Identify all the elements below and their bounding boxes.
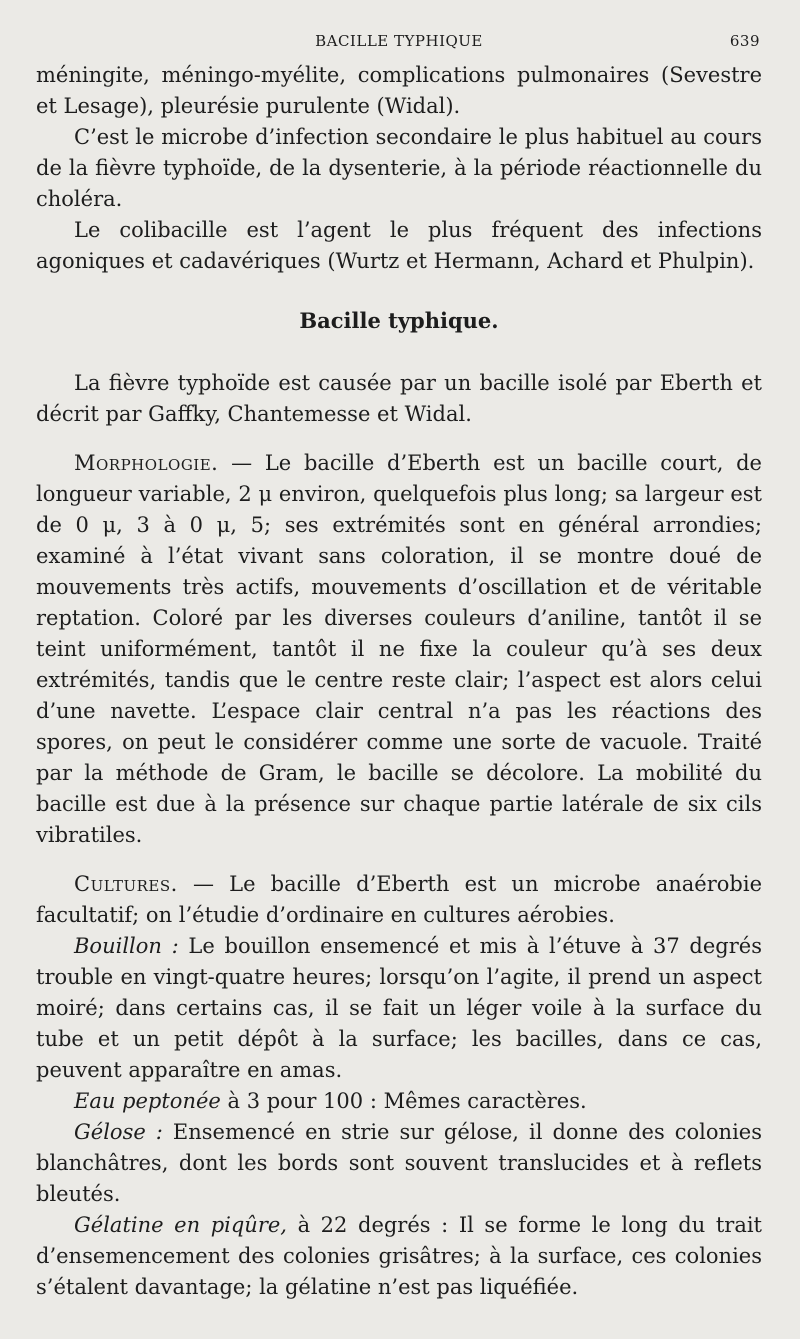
paragraph-text: — Le bacille d’Eberth est un bacille court, de longueur variable, 2 μ environ, quelquefois plus long; sa largeur est de 0 μ, 3 à 0 μ, 5; ses extrémités sont en général arrondies; examiné à l’état vivant sans coloration, il se montre doué de mouvements très actifs, mouvements d’oscillation et de véritable reptation. Coloré par les diverses couleurs d’aniline, tantôt il se teint uniformément, tantôt il ne fixe la couleur qu’à ses deux extrémités, tandis que le centre reste clair; l’aspect est alors celui d’une navette. L’espace clair central n’a pas les réactions des spores, on peut le considérer comme une sorte de vacuole. Traité par la méthode de Gram, le bacille se décolore. La mobilité du bacille est due à la présence sur chaque partie latérale de six cils vibratiles. <box>36 451 762 847</box>
paragraph-text: à 3 pour 100 : Mêmes caractères. <box>220 1089 587 1113</box>
paragraph-morphologie <box>36 448 762 851</box>
paragraph-gelatine <box>36 1210 762 1303</box>
run-in-heading: Gélose : <box>74 1120 163 1144</box>
section-heading: Bacille typhique. <box>299 308 499 333</box>
paragraph-gelose <box>36 1117 762 1210</box>
paragraph-bouillon <box>36 931 762 1086</box>
run-in-heading: Morphologie. <box>74 451 219 475</box>
paragraph: Le colibacille est l’agent le plus fréquent des infections agoniques et cadavériques (Wurtz et Hermann, Achard et Phulpin). <box>36 218 762 273</box>
paragraph-cultures <box>36 869 762 931</box>
paragraph-text: Ensemencé en strie sur gélose, il donne des colonies blanchâtres, dont les bords sont souvent translucides et à reflets bleutés. <box>36 1120 762 1206</box>
paragraph: La fièvre typhoïde est causée par un bacille isolé par Eberth et décrit par Gaffky, Chantemesse et Widal. <box>36 371 762 426</box>
paragraph: méningite, méningo-myélite, complications pulmonaires (Sevestre et Lesage), pleurésie purulente (Widal). <box>36 63 762 118</box>
paragraph-eau-peptonee <box>36 1086 762 1117</box>
run-in-heading: Bouillon : <box>74 934 179 958</box>
page-number: 639 <box>729 32 760 50</box>
paragraph-text: à 22 degrés : Il se forme le long du trait d’ensemencement des colonies grisâtres; à la surface, ces colonies s’étalent davantage; la gélatine n’est pas liquéfiée. <box>36 1213 763 1299</box>
running-header <box>36 0 762 60</box>
running-title: BACILLE TYPHIQUE <box>315 32 483 50</box>
run-in-heading: Eau peptonée <box>74 1089 221 1113</box>
run-in-heading: Gélatine en piqûre, <box>74 1213 287 1237</box>
paragraph: C’est le microbe d’infection secondaire le plus habituel au cours de la fièvre typhoïde, de la dysenterie, à la période réactionnelle du choléra. <box>36 125 762 211</box>
paragraph-text: Le bouillon ensemencé et mis à l’étuve à 37 degrés trouble en vingt-quatre heures; lorsqu’on l’agite, il prend un aspect moiré; dans certains cas, il se fait un léger voile à la surface du tube et un petit dépôt à la surface; les bacilles, dans ce cas, peuvent apparaître en amas. <box>36 934 762 1082</box>
paragraph-text: — Le bacille d’Eberth est un microbe anaérobie facultatif; on l’étudie d’ordinaire en cultures aérobies. <box>36 872 762 927</box>
run-in-heading: Cultures. <box>74 872 178 896</box>
page-body <box>36 60 762 1303</box>
